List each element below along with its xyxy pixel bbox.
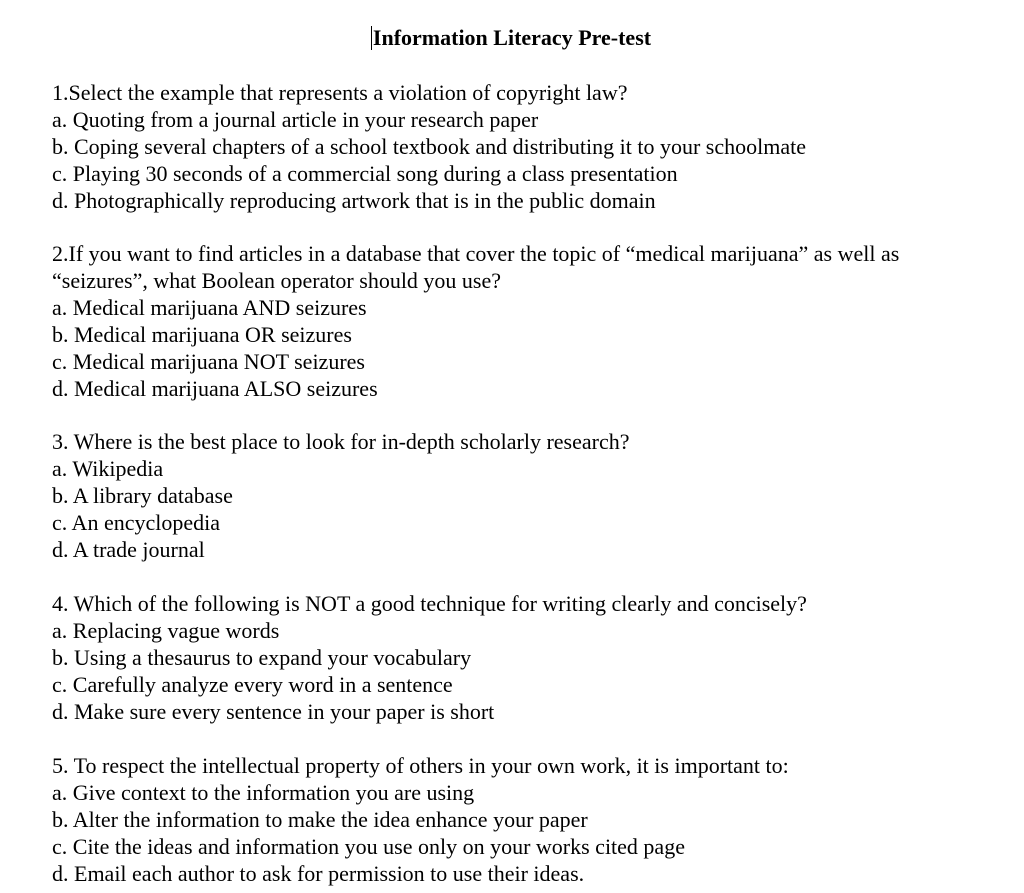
question-4: [52, 590, 992, 725]
question-4-stem: 4. Which of the following is NOT a good technique for writing clearly and concisely?: [52, 591, 807, 616]
document-title-block: [0, 24, 1024, 52]
title-wrapper: [373, 24, 651, 52]
question-2-stem-line-2: “seizures”, what Boolean operator should you use?: [52, 268, 502, 293]
question-1: [52, 79, 992, 214]
question-5-option-a: a. Give context to the information you are using: [52, 780, 475, 805]
question-1-stem: 1.Select the example that represents a violation of copyright law?: [52, 80, 628, 105]
question-4-option-d: d. Make sure every sentence in your paper is short: [52, 699, 495, 724]
question-5: [52, 752, 992, 887]
question-3-stem: 3. Where is the best place to look for in-depth scholarly research?: [52, 429, 630, 454]
question-5-option-b: b. Alter the information to make the idea enhance your paper: [52, 807, 588, 832]
question-2: [52, 240, 992, 402]
question-4-option-c: c. Carefully analyze every word in a sentence: [52, 672, 453, 697]
question-3-option-b: b. A library database: [52, 483, 233, 508]
question-1-option-c: c. Playing 30 seconds of a commercial song during a class presentation: [52, 161, 678, 186]
question-2-option-c: c. Medical marijuana NOT seizures: [52, 349, 365, 374]
question-2-stem-line-1: 2.If you want to find articles in a database that cover the topic of “medical marijuana” as well as: [52, 241, 900, 266]
question-4-option-b: b. Using a thesaurus to expand your vocabulary: [52, 645, 472, 670]
question-1-option-a: a. Quoting from a journal article in your research paper: [52, 107, 539, 132]
question-2-option-a: a. Medical marijuana AND seizures: [52, 295, 367, 320]
question-3-option-d: d. A trade journal: [52, 537, 205, 562]
question-3-option-a: a. Wikipedia: [52, 456, 164, 481]
question-2-option-b: b. Medical marijuana OR seizures: [52, 322, 352, 347]
question-3: [52, 428, 992, 563]
question-5-stem: 5. To respect the intellectual property of others in your own work, it is important to:: [52, 753, 789, 778]
question-5-option-d: d. Email each author to ask for permission to use their ideas.: [52, 861, 585, 886]
question-5-option-c: c. Cite the ideas and information you use only on your works cited page: [52, 834, 685, 859]
question-1-option-d: d. Photographically reproducing artwork that is in the public domain: [52, 188, 656, 213]
question-1-option-b: b. Coping several chapters of a school textbook and distributing it to your schoolmate: [52, 134, 806, 159]
question-4-option-a: a. Replacing vague words: [52, 618, 280, 643]
question-2-option-d: d. Medical marijuana ALSO seizures: [52, 376, 378, 401]
question-3-option-c: c. An encyclopedia: [52, 510, 220, 535]
document-title: Information Literacy Pre-test: [372, 25, 652, 50]
text-cursor: [371, 26, 372, 50]
